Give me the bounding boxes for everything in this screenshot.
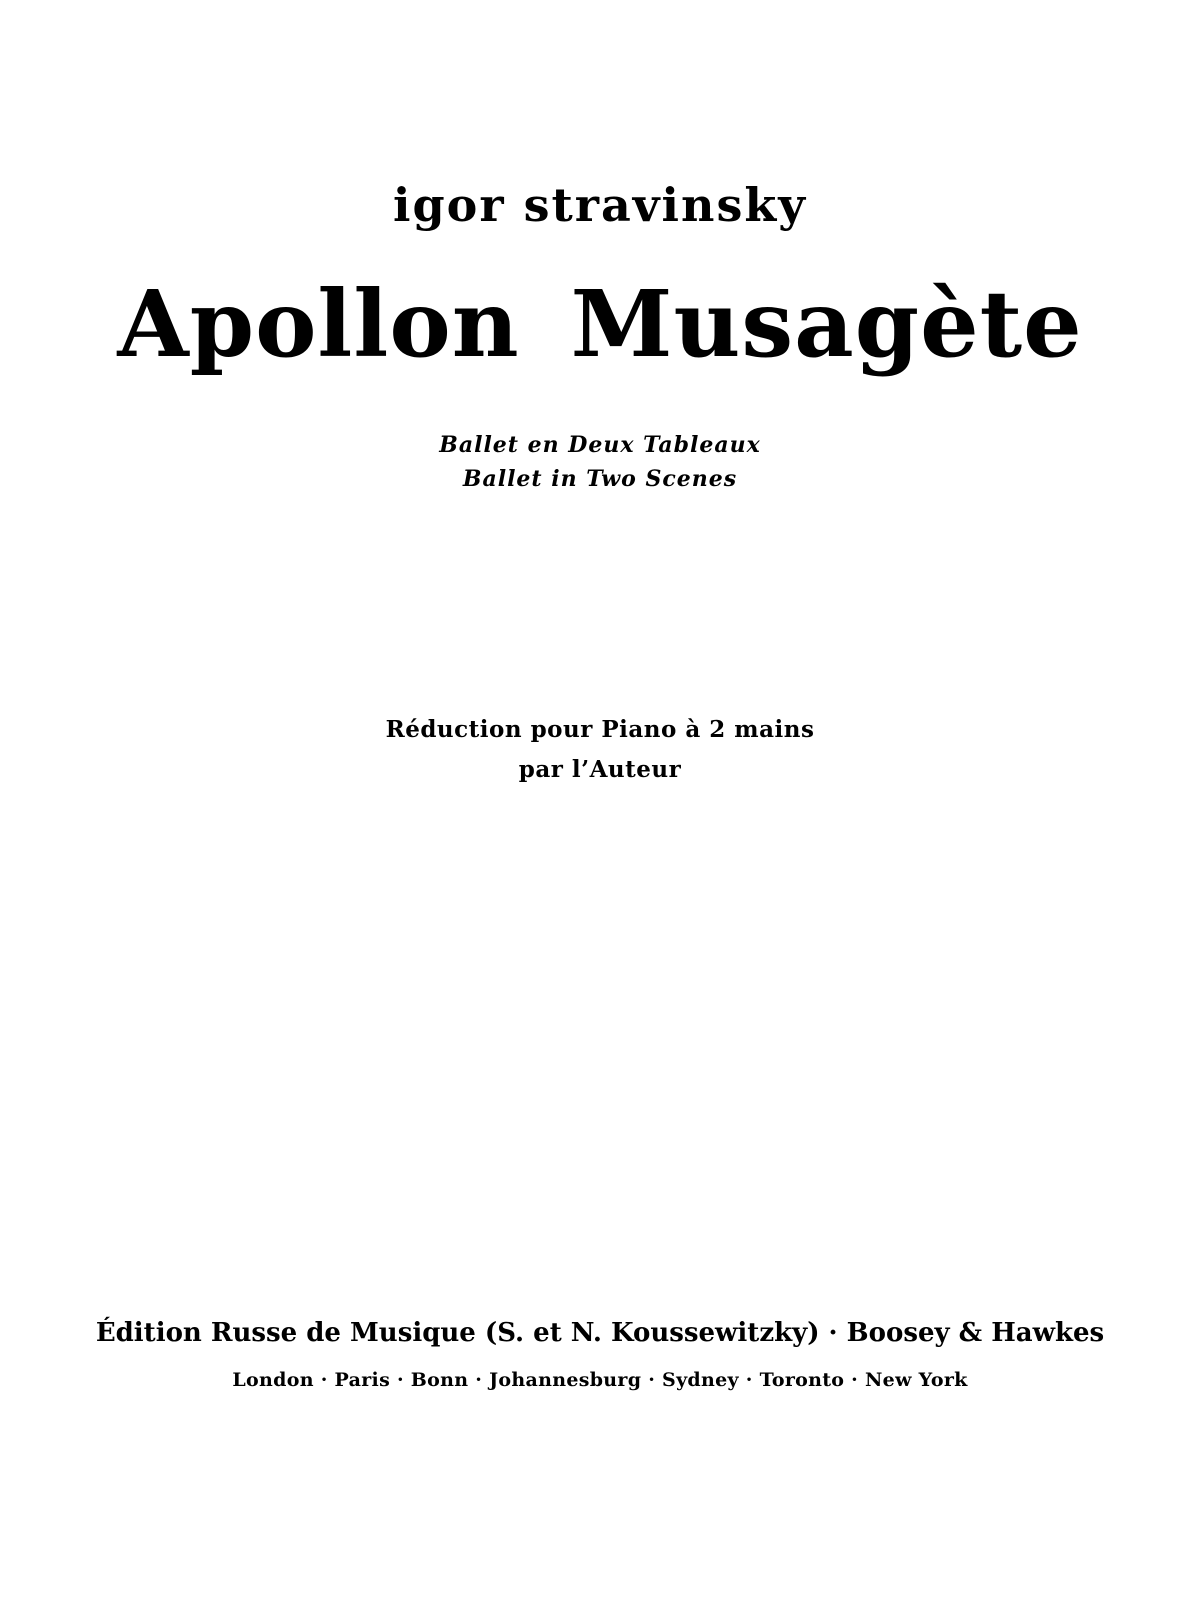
subtitle-french: Ballet en Deux Tableaux: [439, 432, 761, 458]
arrangement-line: Réduction pour Piano à 2 mains: [385, 716, 815, 743]
work-title: Apollon Musagète: [117, 270, 1083, 378]
publisher-cities: London · Paris · Bonn · Johannesburg · Sydney · Toronto · New York: [232, 1369, 968, 1391]
publisher-line: Édition Russe de Musique (S. et N. Koussewitzky) · Boosey & Hawkes: [95, 1318, 1105, 1348]
composer-name: igor stravinsky: [393, 178, 807, 232]
subtitle-english: Ballet in Two Scenes: [462, 466, 738, 492]
arrangement-author-line: par l’Auteur: [518, 756, 682, 783]
